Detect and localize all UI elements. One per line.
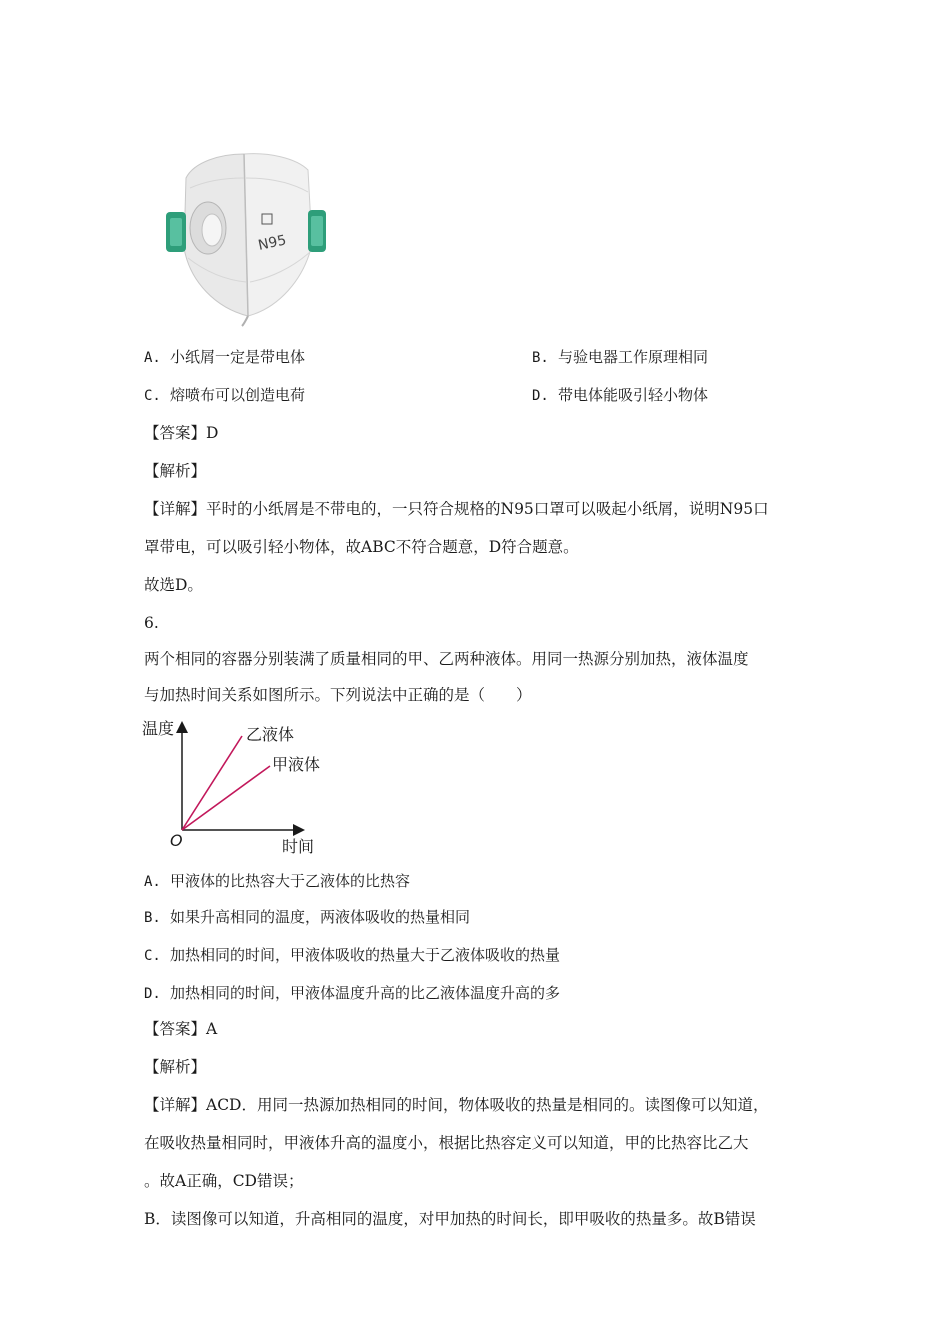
q6-detail-line: B．读图像可以知道，升高相同的温度，对甲加热的时间长，即甲吸收的热量多。故B错误 [144, 1210, 756, 1228]
q6-answer: 【答案】A [144, 1020, 218, 1038]
x-axis-label: 时间 [282, 837, 315, 856]
q5-option-b: B. 与验电器工作原理相同 [532, 348, 709, 366]
q6-option-a: A. 甲液体的比热容大于乙液体的比热容 [144, 872, 411, 890]
q5-analysis-label: 【解析】 [144, 462, 207, 480]
q6-detail-line: 【详解】ACD．用同一热源加热相同的时间，物体吸收的热量是相同的。读图像可以知道， [144, 1096, 769, 1114]
q6-stem-line: 两个相同的容器分别装满了质量相同的甲、乙两种液体。用同一热源分别加热，液体温度 [144, 650, 749, 668]
q5-option-d: D. 带电体能吸引轻小物体 [532, 386, 709, 404]
temperature-time-graph [140, 714, 340, 860]
q6-option-d: D. 加热相同的时间，甲液体温度升高的比乙液体温度升高的多 [144, 984, 561, 1002]
origin-label: O [170, 831, 183, 850]
q6-option-b: B. 如果升高相同的温度，两液体吸收的热量相同 [144, 908, 471, 926]
n95-mask-image [158, 148, 334, 328]
q5-answer: 【答案】D [144, 424, 219, 442]
series-line-yi [182, 736, 242, 830]
q6-number: 6. [144, 614, 159, 632]
y-axis-label: 温度 [142, 719, 175, 738]
q6-stem-line: 与加热时间关系如图所示。下列说法中正确的是（ ） [144, 686, 532, 704]
series-label-jia: 甲液体 [272, 755, 321, 774]
mask-n95-text: N95 [256, 232, 288, 254]
q5-detail-line: 罩带电，可以吸引轻小物体，故ABC不符合题意，D符合题意。 [144, 538, 579, 556]
q5-option-c: C. 熔喷布可以创造电荷 [144, 386, 306, 404]
q5-detail-line: 【详解】平时的小纸屑是不带电的，一只符合规格的N95口罩可以吸起小纸屑，说明N95口 [144, 500, 769, 518]
series-label-yi: 乙液体 [246, 725, 295, 744]
series-line-jia [182, 766, 270, 830]
q6-detail-line: 在吸收热量相同时，甲液体升高的温度小，根据比热容定义可以知道，甲的比热容比乙大 [144, 1134, 749, 1152]
q5-detail-line: 故选D。 [144, 576, 203, 594]
q6-detail-line: 。故A正确，CD错误； [144, 1172, 304, 1190]
q6-option-c: C. 加热相同的时间，甲液体吸收的热量大于乙液体吸收的热量 [144, 946, 561, 964]
q6-analysis-label: 【解析】 [144, 1058, 207, 1076]
q5-option-a: A. 小纸屑一定是带电体 [144, 348, 306, 366]
